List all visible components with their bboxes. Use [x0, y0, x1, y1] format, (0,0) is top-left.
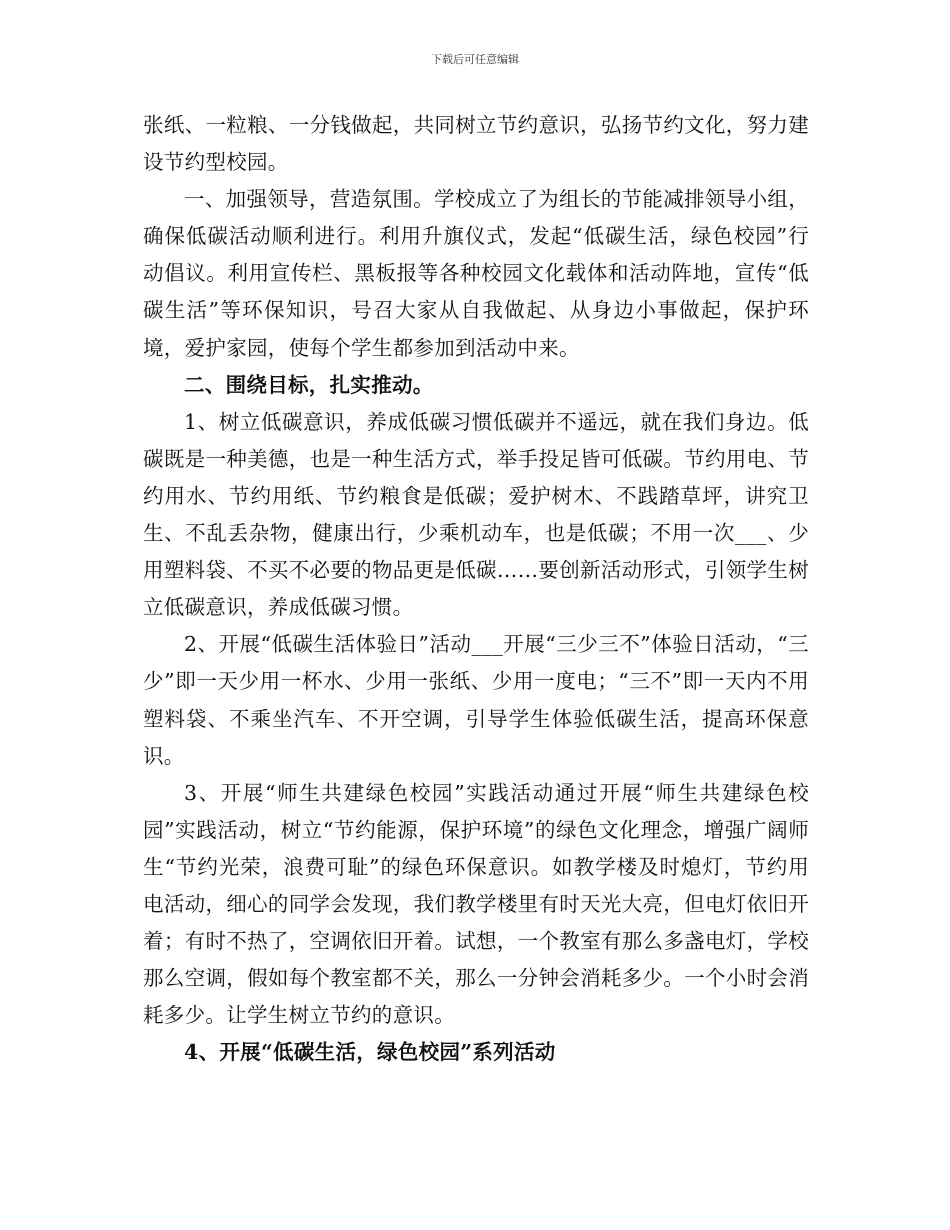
heading-item-four: 4、开展“低碳生活，绿色校园”系列活动 [184, 1040, 556, 1065]
document-body [143, 107, 809, 1071]
section-heading-two: 二、围绕目标，扎实推动。 [184, 372, 434, 397]
page-header: 下载后可任意编辑 [431, 53, 519, 66]
paragraph-item-three: 3、开展“师生共建绿色校园”实践活动通过开展“师生共建绿色校园”实践活动，树立“节约能源，保护环境”的绿色文化理念，增强广阔师生“节约光荣，浪费可耻”的绿色环保意识。如教学楼及时熄灯，节约用电活动，细心的同学会发现，我们教学楼里有时天光大亮，但电灯依旧开着；有时不热了，空调依旧开着。试想，一个教室有那么多盏电灯，学校那么空调，假如每个教室都不关，那么一分钟会消耗多少。一个小时会消耗多少。让学生树立节约的意识。 [143, 780, 809, 1028]
paragraph-item-one: 1、树立低碳意识，养成低碳习惯低碳并不遥远，就在我们身边。低碳既是一种美德，也是一种生活方式，举手投足皆可低碳。节约用电、节约用水、节约用纸、节约粮食是低碳；爱护树木、不践踏草坪，讲究卫生、不乱丢杂物，健康出行，少乘机动车，也是低碳；不用一次___、少用塑料袋、不买不必要的物品更是低碳……要创新活动形式，引领学生树立低碳意识，养成低碳习惯。 [143, 409, 809, 620]
paragraph-item-two: 2、开展“低碳生活体验日”活动___开展“三少三不”体验日活动，“三少”即一天少用一杯水、少用一张纸、少用一度电；“三不”即一天内不用塑料袋、不乘坐汽车、不开空调，引导学生体验低碳生活，提高环保意识。 [143, 632, 809, 768]
paragraph-section-one: 一、加强领导，营造氛围。学校成立了为组长的节能减排领导小组，确保低碳活动顺利进行。利用升旗仪式，发起“低碳生活，绿色校园”行动倡议。利用宣传栏、黑板报等各种校园文化载体和活动阵地，宣传“低碳生活”等环保知识，号召大家从自我做起、从身边小事做起，保护环境，爱护家园，使每个学生都参加到活动中来。 [143, 187, 809, 360]
paragraph-continuation: 张纸、一粒粮、一分钱做起，共同树立节约意识，弘扬节约文化，努力建设节约型校园。 [143, 113, 809, 175]
